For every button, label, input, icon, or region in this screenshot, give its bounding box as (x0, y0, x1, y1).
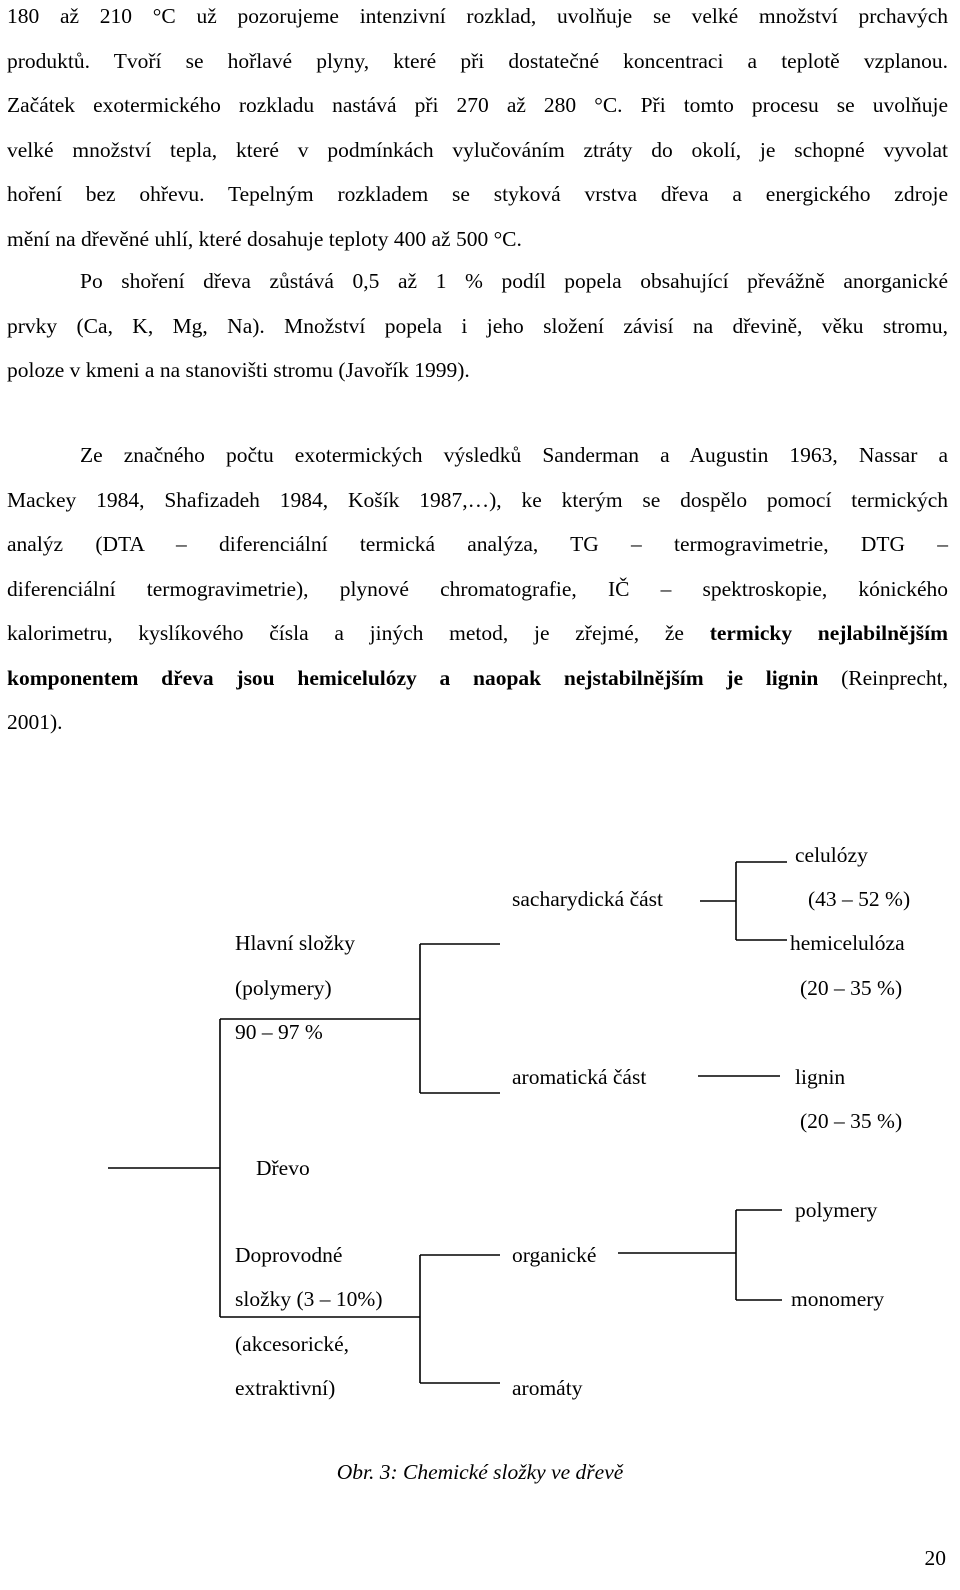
text-line: Ze značného počtu exotermických výsledků Sanderman a Augustin 1963, Nassar a (80, 443, 948, 467)
label-aromatic-part: aromatická část (512, 1065, 647, 1089)
text-line: diferenciální termogravimetrie), plynové chromatografie, IČ – spektroskopie, kónického (7, 576, 948, 601)
text-line: hoření bez ohřevu. Tepelným rozkladem se styková vrstva dřeva a energického zdroje (7, 182, 948, 206)
label-lignin: lignin (795, 1065, 846, 1089)
plain-text: (Reinprecht, (818, 665, 948, 690)
figure-caption: Obr. 3: Chemické složky ve dřevě (336, 1460, 624, 1484)
text-line: mění na dřevěné uhlí, které dosahuje teploty 400 až 500 °C. (7, 226, 522, 251)
label-saccharide-part: sacharydická část (512, 887, 664, 911)
label-hemicellulose-share: (20 – 35 %) (800, 976, 903, 1000)
text-line: analýz (DTA – diferenciální termická analýza, TG – termogravimetrie, DTG – (7, 532, 948, 556)
text-line: Mackey 1984, Shafizadeh 1984, Košík 1987,…), ke kterým se dospělo pomocí termických (7, 487, 948, 512)
label-main-share: 90 – 97 % (235, 1020, 323, 1044)
label-wood: Dřevo (256, 1156, 310, 1180)
text-line: velké množství tepla, které v podmínkách vylučováním ztráty do okolí, je schopné vyvolat (7, 137, 948, 162)
bold-text: termicky nejlabilnějším (709, 621, 949, 645)
label-polymers: polymery (795, 1198, 878, 1222)
plain-text: kalorimetru, kyslíkového čísla a jiných metod, je zřejmé, že (7, 621, 710, 645)
text-line: poloze v kmeni a na stanovišti stromu (Javořík 1999). (7, 358, 470, 382)
label-monomers: monomery (791, 1287, 885, 1311)
label-polymers-note: (polymery) (235, 976, 332, 1000)
label-accessory-share: složky (3 – 10%) (235, 1287, 383, 1311)
text-line: prvky (Ca, K, Mg, Na). Množství popela i jeho složení závisí na dřevině, věku stromu, (7, 313, 948, 338)
text-line: 180 až 210 °C už pozorujeme intenzivní rozklad, uvolňuje se velké množství prchavých (7, 4, 948, 28)
bold-text: komponentem dřeva jsou hemicelulózy a naopak nejstabilnějším je lignin (7, 665, 819, 690)
page-number: 20 (924, 1546, 946, 1570)
label-organic: organické (512, 1243, 597, 1267)
label-lignin-share: (20 – 35 %) (800, 1109, 903, 1133)
label-cellulose-share: (43 – 52 %) (808, 887, 911, 911)
label-main-components: Hlavní složky (235, 931, 356, 955)
label-aromatics: aromáty (512, 1376, 583, 1400)
label-cellulose: celulózy (795, 843, 868, 867)
text-line: produktů. Tvoří se hořlavé plyny, které při dostatečné koncentraci a teplotě vzplanou. (7, 48, 948, 73)
text-line: Začátek exotermického rozkladu nastává při 270 až 280 °C. Při tomto procesu se uvolňuje (7, 93, 948, 117)
text-line: 2001). (7, 710, 63, 734)
label-accessory-note: (akcesorické, (235, 1332, 349, 1356)
label-extractive: extraktivní) (235, 1376, 336, 1400)
text-line: Po shoření dřeva zůstává 0,5 až 1 % podíl popela obsahující převážně anorganické (80, 269, 948, 293)
label-hemicellulose: hemicelulóza (790, 931, 905, 955)
label-accessory-components: Doprovodné (235, 1243, 343, 1267)
